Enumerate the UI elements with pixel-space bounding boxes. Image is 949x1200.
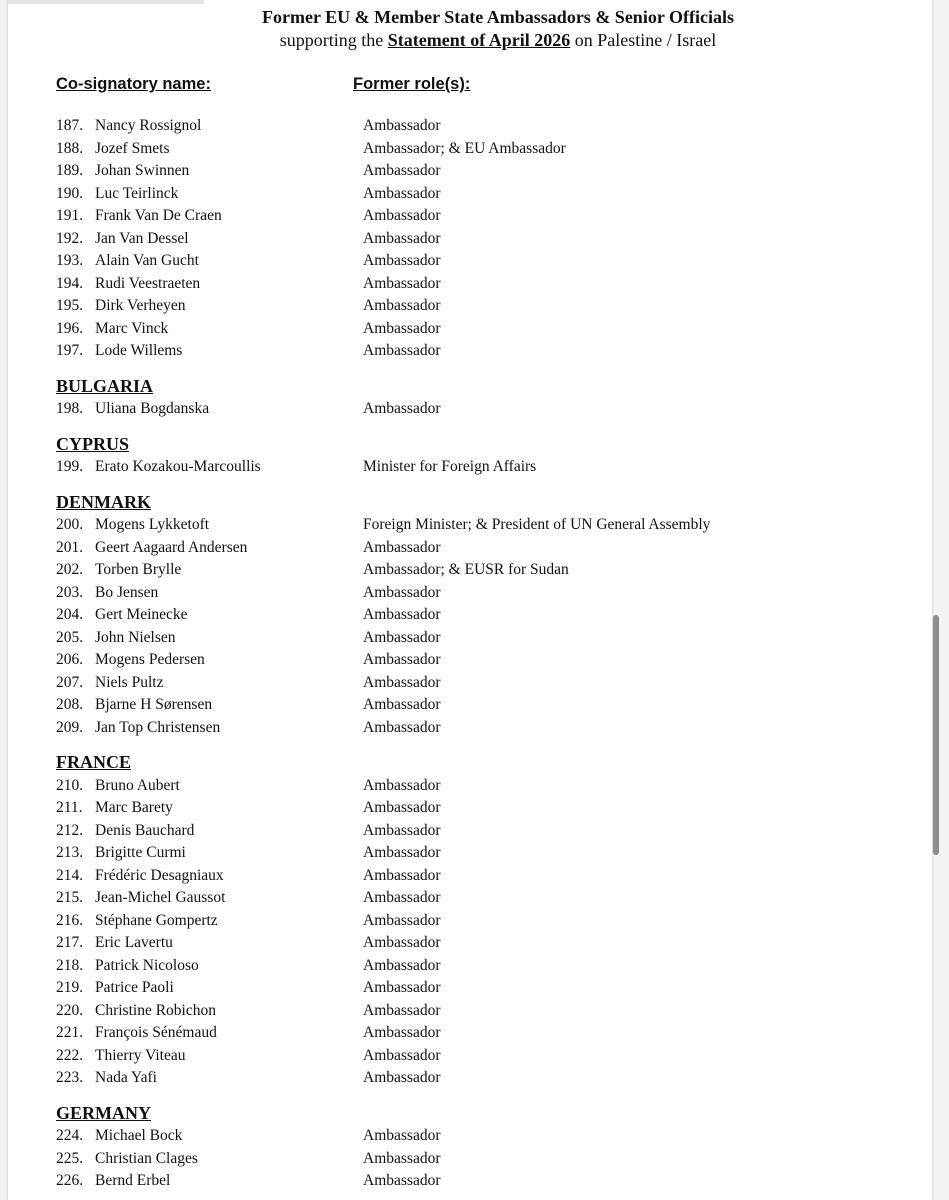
signatory-number: 198.: [56, 400, 84, 417]
signatory-name: Nancy Rossignol: [95, 117, 202, 134]
signatory-row: [8, 649, 908, 671]
signatory-number: 199.: [56, 458, 84, 475]
signatory-role: Ambassador: [363, 628, 441, 646]
signatory-number: 190.: [56, 184, 84, 202]
country-heading: GERMANY: [56, 1102, 151, 1123]
signatory-role: Ambassador: [363, 297, 441, 314]
signatory-role: Ambassador: [363, 696, 441, 713]
signatory-number: 195.: [56, 297, 84, 314]
signatory-name: Marc Barety: [95, 799, 173, 816]
signatory-number: 192.: [56, 229, 84, 247]
signatory-name: Patrick Nicoloso: [95, 956, 199, 974]
signatory-row: [8, 228, 908, 250]
signatory-row: [8, 115, 908, 137]
signatory-number: 193.: [56, 252, 84, 269]
document-subtitle: [8, 29, 949, 51]
signatory-number: 211.: [56, 799, 83, 816]
subtitle-text-pre: supporting the: [279, 30, 388, 50]
signatory-row: [8, 1125, 908, 1147]
signatory-name: Erato Kozakou-Marcoullis: [95, 458, 261, 475]
signatory-number: 215.: [56, 889, 84, 906]
signatory-row: [8, 604, 908, 626]
signatory-row: [8, 295, 908, 317]
signatory-number: 219.: [56, 979, 84, 996]
signatory-row: [8, 456, 908, 478]
signatory-number: 205.: [56, 628, 84, 646]
signatory-name: Gert Meinecke: [95, 606, 188, 623]
signatory-row: [8, 694, 908, 716]
signatory-name: Lode Willems: [95, 342, 183, 359]
signatory-number: 202.: [56, 561, 84, 578]
signatory-name: Bruno Aubert: [95, 776, 180, 794]
signatory-role: Ambassador: [363, 776, 441, 794]
signatory-number: 207.: [56, 673, 84, 691]
signatory-role: Minister for Foreign Affairs: [363, 458, 537, 475]
signatory-role: Ambassador: [363, 844, 441, 861]
vertical-scrollbar[interactable]: [933, 615, 939, 855]
signatory-role: Ambassador: [363, 400, 441, 417]
signatory-role: Ambassador: [363, 274, 441, 292]
signatory-number: 191.: [56, 207, 84, 224]
signatory-name: Bjarne H Sørensen: [95, 696, 213, 713]
signatory-name: Brigitte Curmi: [95, 844, 186, 861]
signatory-number: 204.: [56, 606, 84, 623]
document-title: Former EU & Member State Ambassadors & Senior Officials: [262, 7, 734, 27]
signatory-name: Christian Clages: [95, 1149, 198, 1167]
signatory-name: François Sénémaud: [95, 1024, 217, 1041]
signatory-role: Ambassador: [363, 342, 441, 359]
signatory-role: Ambassador; & EUSR for Sudan: [363, 561, 569, 578]
signatory-number: 201.: [56, 538, 84, 556]
signatory-role: Ambassador: [363, 229, 441, 247]
signatory-name: Patrice Paoli: [95, 979, 174, 996]
signatory-row: [8, 932, 908, 954]
signatory-role: Ambassador: [363, 117, 441, 134]
signatory-name: Johan Swinnen: [95, 162, 190, 179]
signatory-name: Nada Yafi: [95, 1069, 157, 1086]
signatory-row: [8, 318, 908, 340]
signatory-row: [8, 672, 908, 694]
signatory-number: 216.: [56, 911, 84, 929]
signatory-row: [8, 820, 908, 842]
signatory-role: Foreign Minister; & President of UN General Assembly: [363, 516, 711, 533]
signatory-row: [8, 1170, 908, 1192]
signatory-role: Ambassador: [363, 866, 441, 884]
signatory-name: Michael Bock: [95, 1127, 183, 1144]
signatory-name: Alain Van Gucht: [95, 252, 199, 269]
signatory-name: Torben Brylle: [95, 561, 182, 578]
signatory-number: 218.: [56, 956, 84, 974]
document-page: [8, 0, 932, 1200]
signatory-row: [8, 842, 908, 864]
signatory-number: 221.: [56, 1024, 84, 1041]
signatory-number: 200.: [56, 516, 84, 533]
signatory-row: [8, 1022, 908, 1044]
top-shade: [8, 0, 204, 4]
signatory-name: Geert Aagaard Andersen: [95, 538, 248, 556]
signatory-name: Jean-Michel Gaussot: [95, 889, 226, 906]
signatory-number: 196.: [56, 319, 84, 337]
signatory-role: Ambassador: [363, 583, 441, 601]
signatory-role: Ambassador: [363, 979, 441, 996]
signatory-number: 222.: [56, 1046, 84, 1064]
signatory-name: Jan Van Dessel: [95, 229, 189, 247]
signatory-role: Ambassador: [363, 718, 441, 736]
signatory-role: Ambassador: [363, 162, 441, 179]
column-header-role: Former role(s):: [353, 75, 471, 93]
signatory-role: Ambassador: [363, 821, 441, 839]
signatory-role: Ambassador: [363, 207, 441, 224]
signatory-row: [8, 887, 908, 909]
signatory-number: 206.: [56, 651, 84, 668]
signatory-row: [8, 559, 908, 581]
signatory-row: [8, 865, 908, 887]
signatory-role: Ambassador; & EU Ambassador: [363, 139, 566, 157]
signatory-role: Ambassador: [363, 1001, 441, 1019]
signatory-role: Ambassador: [363, 799, 441, 816]
signatory-number: 210.: [56, 776, 84, 794]
signatory-row: [8, 955, 908, 977]
signatory-row: [8, 1067, 908, 1089]
signatory-role: Ambassador: [363, 319, 441, 337]
signatory-name: Mogens Lykketoft: [95, 516, 210, 533]
signatory-role: Ambassador: [363, 252, 441, 269]
signatory-row: [8, 582, 908, 604]
signatory-row: [8, 183, 908, 205]
signatory-row: [8, 627, 908, 649]
signatory-role: Ambassador: [363, 184, 441, 202]
signatory-name: John Nielsen: [95, 628, 176, 646]
signatory-row: [8, 273, 908, 295]
signatory-number: 224.: [56, 1127, 84, 1144]
signatory-number: 212.: [56, 821, 84, 839]
signatory-row: [8, 160, 908, 182]
country-heading: FRANCE: [56, 752, 131, 772]
signatory-name: Bernd Erbel: [95, 1172, 171, 1189]
signatory-number: 225.: [56, 1149, 84, 1167]
signatory-name: Dirk Verheyen: [95, 297, 186, 314]
signatory-number: 220.: [56, 1001, 84, 1019]
signatory-role: Ambassador: [363, 1149, 441, 1167]
signatory-role: Ambassador: [363, 606, 441, 623]
signatory-row: [8, 250, 908, 272]
signatory-role: Ambassador: [363, 1046, 441, 1064]
signatory-number: 203.: [56, 583, 84, 601]
country-heading: DENMARK: [56, 491, 151, 512]
signatory-row: [8, 1045, 908, 1067]
signatory-name: Bo Jensen: [95, 583, 159, 601]
signatory-number: 197.: [56, 342, 84, 359]
signatory-role: Ambassador: [363, 651, 441, 668]
signatory-role: Ambassador: [363, 673, 441, 691]
signatory-number: 189.: [56, 162, 84, 179]
signatory-row: [8, 717, 908, 739]
signatory-row: [8, 1000, 908, 1022]
signatory-row: [8, 340, 908, 362]
signatory-role: Ambassador: [363, 1127, 441, 1144]
signatory-number: 208.: [56, 696, 84, 713]
signatory-name: Mogens Pedersen: [95, 651, 205, 668]
signatory-role: Ambassador: [363, 1172, 441, 1189]
signatory-row: [8, 797, 908, 819]
signatory-number: 223.: [56, 1069, 84, 1086]
signatory-row: [8, 514, 908, 536]
country-heading: CYPRUS: [56, 433, 130, 454]
signatory-role: Ambassador: [363, 911, 441, 929]
signatory-role: Ambassador: [363, 956, 441, 974]
signatory-row: [8, 910, 908, 932]
signatory-name: Niels Pultz: [95, 673, 164, 691]
signatory-name: Denis Bauchard: [95, 821, 195, 839]
signatory-name: Jozef Smets: [95, 139, 170, 157]
signatory-role: Ambassador: [363, 538, 441, 556]
signatory-role: Ambassador: [363, 1069, 441, 1086]
signatory-number: 214.: [56, 866, 84, 884]
signatory-number: 217.: [56, 934, 84, 951]
signatory-role: Ambassador: [363, 889, 441, 906]
signatory-name: Jan Top Christensen: [95, 718, 221, 736]
signatory-row: [8, 138, 908, 160]
signatory-number: 187.: [56, 117, 84, 134]
signatory-name: Luc Teirlinck: [95, 184, 179, 202]
signatory-name: Uliana Bogdanska: [95, 400, 210, 417]
signatory-name: Rudi Veestraeten: [95, 274, 201, 292]
signatory-number: 188.: [56, 139, 84, 157]
signatory-number: 213.: [56, 844, 84, 861]
signatory-row: [8, 537, 908, 559]
signatory-name: Frédéric Desagniaux: [95, 866, 224, 884]
signatory-row: [8, 775, 908, 797]
signatory-name: Thierry Viteau: [95, 1046, 186, 1064]
signatory-row: [8, 1148, 908, 1170]
signatory-row: [8, 398, 908, 420]
column-header-name: Co-signatory name:: [56, 75, 211, 93]
country-heading: BULGARIA: [56, 375, 154, 396]
signatory-number: 226.: [56, 1172, 84, 1189]
signatory-row: [8, 205, 908, 227]
signatory-number: 209.: [56, 718, 84, 736]
signatory-number: 194.: [56, 274, 84, 292]
signatory-role: Ambassador: [363, 934, 441, 951]
signatory-name: Eric Lavertu: [95, 934, 173, 951]
signatory-name: Stéphane Gompertz: [95, 911, 218, 929]
signatory-name: Marc Vinck: [95, 319, 169, 337]
signatory-row: [8, 977, 908, 999]
subtitle-text-post: on Palestine / Israel: [570, 30, 717, 50]
signatory-name: Christine Robichon: [95, 1001, 216, 1019]
statement-link[interactable]: Statement of April 2026: [387, 30, 571, 50]
signatory-name: Frank Van De Craen: [95, 207, 222, 224]
signatory-role: Ambassador: [363, 1024, 441, 1041]
